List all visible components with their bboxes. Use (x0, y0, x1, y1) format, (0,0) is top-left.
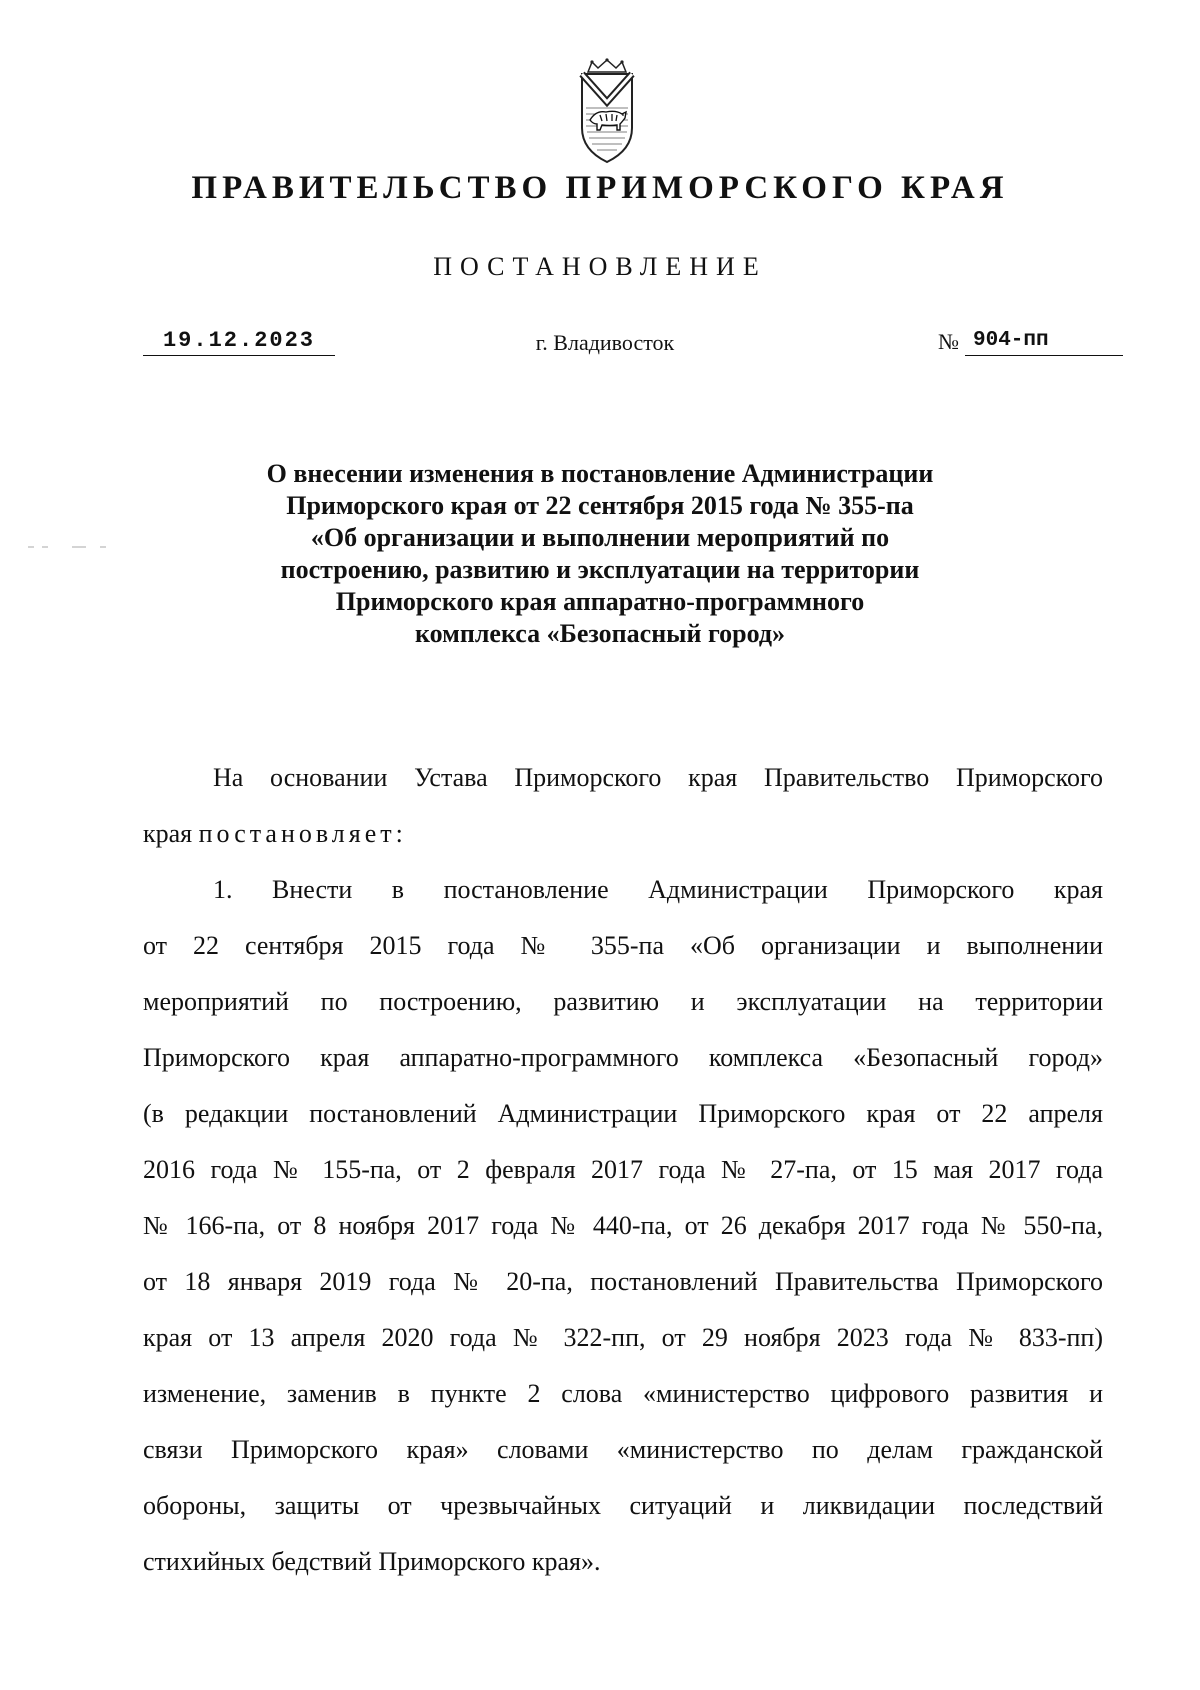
subject-line: «Об организации и выполнении мероприятий по (310, 523, 890, 552)
preamble-text: края (143, 819, 199, 848)
item1-line: мероприятий по построению, развитию и эксплуатации на территории (143, 987, 1103, 1016)
number-value: 904-пп (965, 327, 1123, 356)
preamble-line: На основании Устава Приморского края Правительство Приморского (213, 763, 1103, 792)
number-sign: № (938, 329, 959, 354)
item1-line: связи Приморского края» словами «министерство по делам гражданской (143, 1435, 1103, 1464)
subject-line: Приморского края от 22 сентября 2015 года № 355-па (286, 491, 914, 520)
item1-line: стихийных бедствий Приморского края». (143, 1547, 601, 1576)
coat-of-arms-icon (578, 58, 636, 166)
subject-line: комплекса «Безопасный город» (415, 619, 785, 648)
item1-line: 2016 года № 155-па, от 2 февраля 2017 года № 27-па, от 15 мая 2017 года (143, 1155, 1103, 1184)
margin-scan-marks (28, 545, 108, 549)
document-number (938, 327, 1123, 356)
item1-line: № 166-па, от 8 ноября 2017 года № 440-па, от 26 декабря 2017 года № 550-па, (143, 1211, 1103, 1240)
item1-line: (в редакции постановлений Администрации Приморского края от 22 апреля (143, 1099, 1103, 1128)
government-title: ПРАВИТЕЛЬСТВО ПРИМОРСКОГО КРАЯ (191, 170, 1009, 206)
item1-line: от 22 сентября 2015 года № 355-па «Об организации и выполнении (143, 931, 1103, 960)
document-type-heading: ПОСТАНОВЛЕНИЕ (433, 252, 767, 281)
preamble-line (143, 806, 1103, 862)
document-body (143, 750, 1103, 1590)
item1-line: изменение, заменив в пункте 2 слова «министерство цифрового развития и (143, 1379, 1103, 1408)
document-subject (160, 458, 1040, 650)
item1-line: Приморского края аппаратно-программного комплекса «Безопасный город» (143, 1043, 1103, 1072)
subject-line: О внесении изменения в постановление Администрации (266, 459, 934, 488)
document-city: г. Владивосток (535, 330, 675, 355)
subject-line: Приморского края аппаратно-программного (335, 587, 865, 616)
item1-line: 1. Внести в постановление Администрации Приморского края (213, 875, 1103, 904)
item1-line: от 18 января 2019 года № 20-па, постановлений Правительства Приморского (143, 1267, 1103, 1296)
item1-line: обороны, защиты от чрезвычайных ситуаций и ликвидации последствий (143, 1491, 1103, 1520)
document-date: 19.12.2023 (143, 327, 335, 356)
subject-line: построению, развитию и эксплуатации на территории (280, 555, 920, 584)
item1-line: края от 13 апреля 2020 года № 322-пп, от 29 ноября 2023 года № 833-пп) (143, 1323, 1103, 1352)
resolves-word: постановляет: (198, 819, 407, 848)
